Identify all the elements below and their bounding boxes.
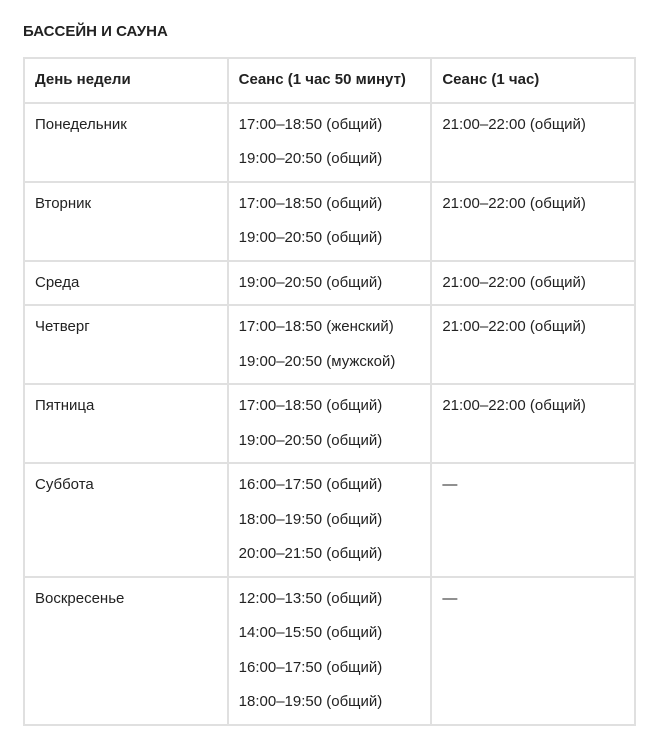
long-session-cell	[228, 305, 432, 384]
short-session-cell-line: 21:00–22:00 (общий)	[442, 318, 586, 335]
short-session-cell	[431, 261, 635, 306]
long-session-cell-line: 18:00–19:50 (общий)	[238, 510, 383, 528]
day-cell-line: Вторник	[35, 194, 92, 212]
long-session-cell-line: 19:00–20:50 (общий)	[238, 229, 383, 246]
day-cell-line: Пятница	[35, 397, 95, 414]
long-session-cell	[228, 577, 432, 725]
short-session-cell-line: 21:00–22:00 (общий)	[442, 115, 586, 133]
long-session-cell-line: 17:00–18:50 (женский)	[238, 318, 394, 335]
header-day-label: День недели	[35, 71, 131, 88]
header-long	[228, 58, 432, 103]
long-session-cell-line: 18:00–19:50 (общий)	[238, 693, 383, 710]
section-title: БАССЕЙН И САУНА	[23, 23, 168, 40]
long-session-cell	[228, 384, 432, 463]
header-day	[24, 58, 228, 103]
table-header-row	[24, 58, 635, 103]
long-session-cell-line: 19:00–20:50 (мужской)	[238, 352, 396, 370]
day-cell-line: Среда	[35, 273, 80, 291]
table-row	[24, 261, 635, 306]
day-cell	[24, 261, 228, 306]
long-session-cell-line: 16:00–17:50 (общий)	[238, 476, 383, 493]
day-cell-line: Четверг	[35, 318, 90, 335]
long-session-cell-line: 17:00–18:50 (общий)	[238, 115, 383, 133]
long-session-cell-line: 16:00–17:50 (общий)	[238, 658, 383, 676]
day-cell	[24, 577, 228, 725]
schedule-table	[23, 57, 636, 726]
long-session-cell-line: 17:00–18:50 (общий)	[238, 397, 383, 414]
header-short	[431, 58, 635, 103]
long-session-cell	[228, 103, 432, 182]
day-cell-line: Понедельник	[35, 115, 127, 133]
table-row	[24, 182, 635, 261]
table-row	[24, 103, 635, 182]
day-cell	[24, 103, 228, 182]
short-session-cell	[431, 463, 635, 577]
table-row	[24, 305, 635, 384]
day-cell-line: Суббота	[35, 476, 94, 493]
day-cell-line: Воскресенье	[35, 589, 125, 607]
short-session-cell-line: 21:00–22:00 (общий)	[442, 273, 586, 291]
header-short-label: Сеанс (1 час)	[442, 71, 540, 88]
table-row	[24, 384, 635, 463]
long-session-cell	[228, 261, 432, 306]
long-session-cell-line: 19:00–20:50 (общий)	[238, 150, 383, 167]
short-session-cell-line: 21:00–22:00 (общий)	[442, 397, 586, 414]
long-session-cell-line: 19:00–20:50 (общий)	[238, 273, 383, 291]
table-row	[24, 577, 635, 725]
long-session-cell	[228, 182, 432, 261]
long-session-cell-line: 14:00–15:50 (общий)	[238, 624, 383, 641]
day-cell	[24, 463, 228, 577]
long-session-cell-line: 20:00–21:50 (общий)	[238, 545, 383, 562]
header-long-label: Сеанс (1 час 50 минут)	[238, 71, 406, 88]
long-session-cell-line: 17:00–18:50 (общий)	[238, 194, 383, 212]
day-cell	[24, 305, 228, 384]
short-session-cell-line: —	[442, 589, 458, 607]
short-session-cell-line: —	[442, 476, 458, 493]
long-session-cell	[228, 463, 432, 577]
long-session-cell-line: 19:00–20:50 (общий)	[238, 431, 383, 449]
short-session-cell-line: 21:00–22:00 (общий)	[442, 194, 586, 212]
table-row	[24, 463, 635, 577]
short-session-cell	[431, 384, 635, 463]
short-session-cell	[431, 103, 635, 182]
day-cell	[24, 384, 228, 463]
day-cell	[24, 182, 228, 261]
short-session-cell	[431, 577, 635, 725]
long-session-cell-line: 12:00–13:50 (общий)	[238, 589, 383, 607]
short-session-cell	[431, 182, 635, 261]
short-session-cell	[431, 305, 635, 384]
